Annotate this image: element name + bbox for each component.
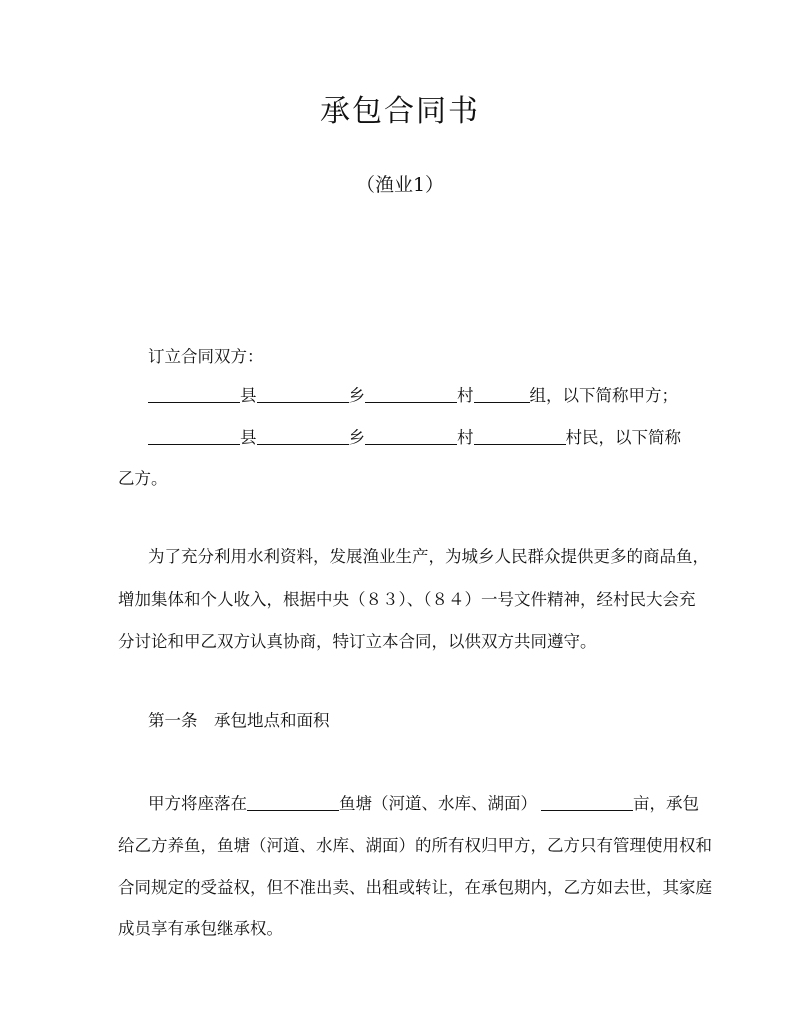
party-a-township-blank[interactable]	[257, 384, 349, 403]
party-b-county-blank[interactable]	[148, 426, 240, 445]
party-b-village-blank[interactable]	[365, 426, 457, 445]
article-1-line-4: 成员享有承包继承权。	[118, 919, 283, 938]
party-b-line	[148, 426, 681, 450]
preamble-line-3: 分讨论和甲乙双方认真协商，特订立本合同，以供双方共同遵守。	[118, 632, 597, 651]
party-a-group-suffix: 组，以下简称甲方；	[529, 386, 678, 405]
document-subtitle: （渔业1）	[355, 174, 445, 196]
party-b-villager-suffix: 村民，以下简称	[565, 428, 681, 447]
party-a-line	[148, 384, 678, 408]
article-1-location-prefix: 甲方将座落在	[148, 794, 247, 813]
party-a-group-blank[interactable]	[474, 384, 530, 403]
article-1-pond-label: 鱼塘（河道、水库、湖面）	[339, 794, 537, 813]
party-b-township-blank[interactable]	[257, 426, 349, 445]
party-a-township-label: 乡	[348, 386, 365, 405]
party-a-county-label: 县	[240, 386, 257, 405]
party-b-name-blank[interactable]	[474, 426, 566, 445]
party-b-village-label: 村	[457, 428, 474, 447]
article-1-area-blank[interactable]	[541, 792, 633, 811]
article-1-heading: 第一条 承包地点和面积	[148, 711, 330, 730]
article-1-line-2: 给乙方养鱼，鱼塘（河道、水库、湖面）的所有权归甲方，乙方只有管理使用权和	[118, 836, 712, 855]
article-1-area-suffix: 亩，承包	[633, 794, 699, 813]
article-1-location-blank[interactable]	[247, 792, 339, 811]
party-a-village-label: 村	[457, 386, 474, 405]
article-1-line-1	[148, 792, 699, 816]
article-1-line-3: 合同规定的受益权，但不准出卖、出租或转让，在承包期内，乙方如去世，其家庭	[118, 878, 712, 897]
preamble-line-1: 为了充分利用水利资料，发展渔业生产，为城乡人民群众提供更多的商品鱼，	[148, 547, 709, 566]
document-title: 承包合同书	[320, 94, 480, 129]
party-b-county-label: 县	[240, 428, 257, 447]
preamble-line-2: 增加集体和个人收入，根据中央（８３）、（８４）一号文件精神，经村民大会充	[118, 590, 696, 609]
party-a-county-blank[interactable]	[148, 384, 240, 403]
party-b-township-label: 乡	[348, 428, 365, 447]
parties-heading: 订立合同双方：	[148, 347, 264, 366]
party-b-line-cont: 乙方。	[118, 469, 168, 488]
party-a-village-blank[interactable]	[365, 384, 457, 403]
